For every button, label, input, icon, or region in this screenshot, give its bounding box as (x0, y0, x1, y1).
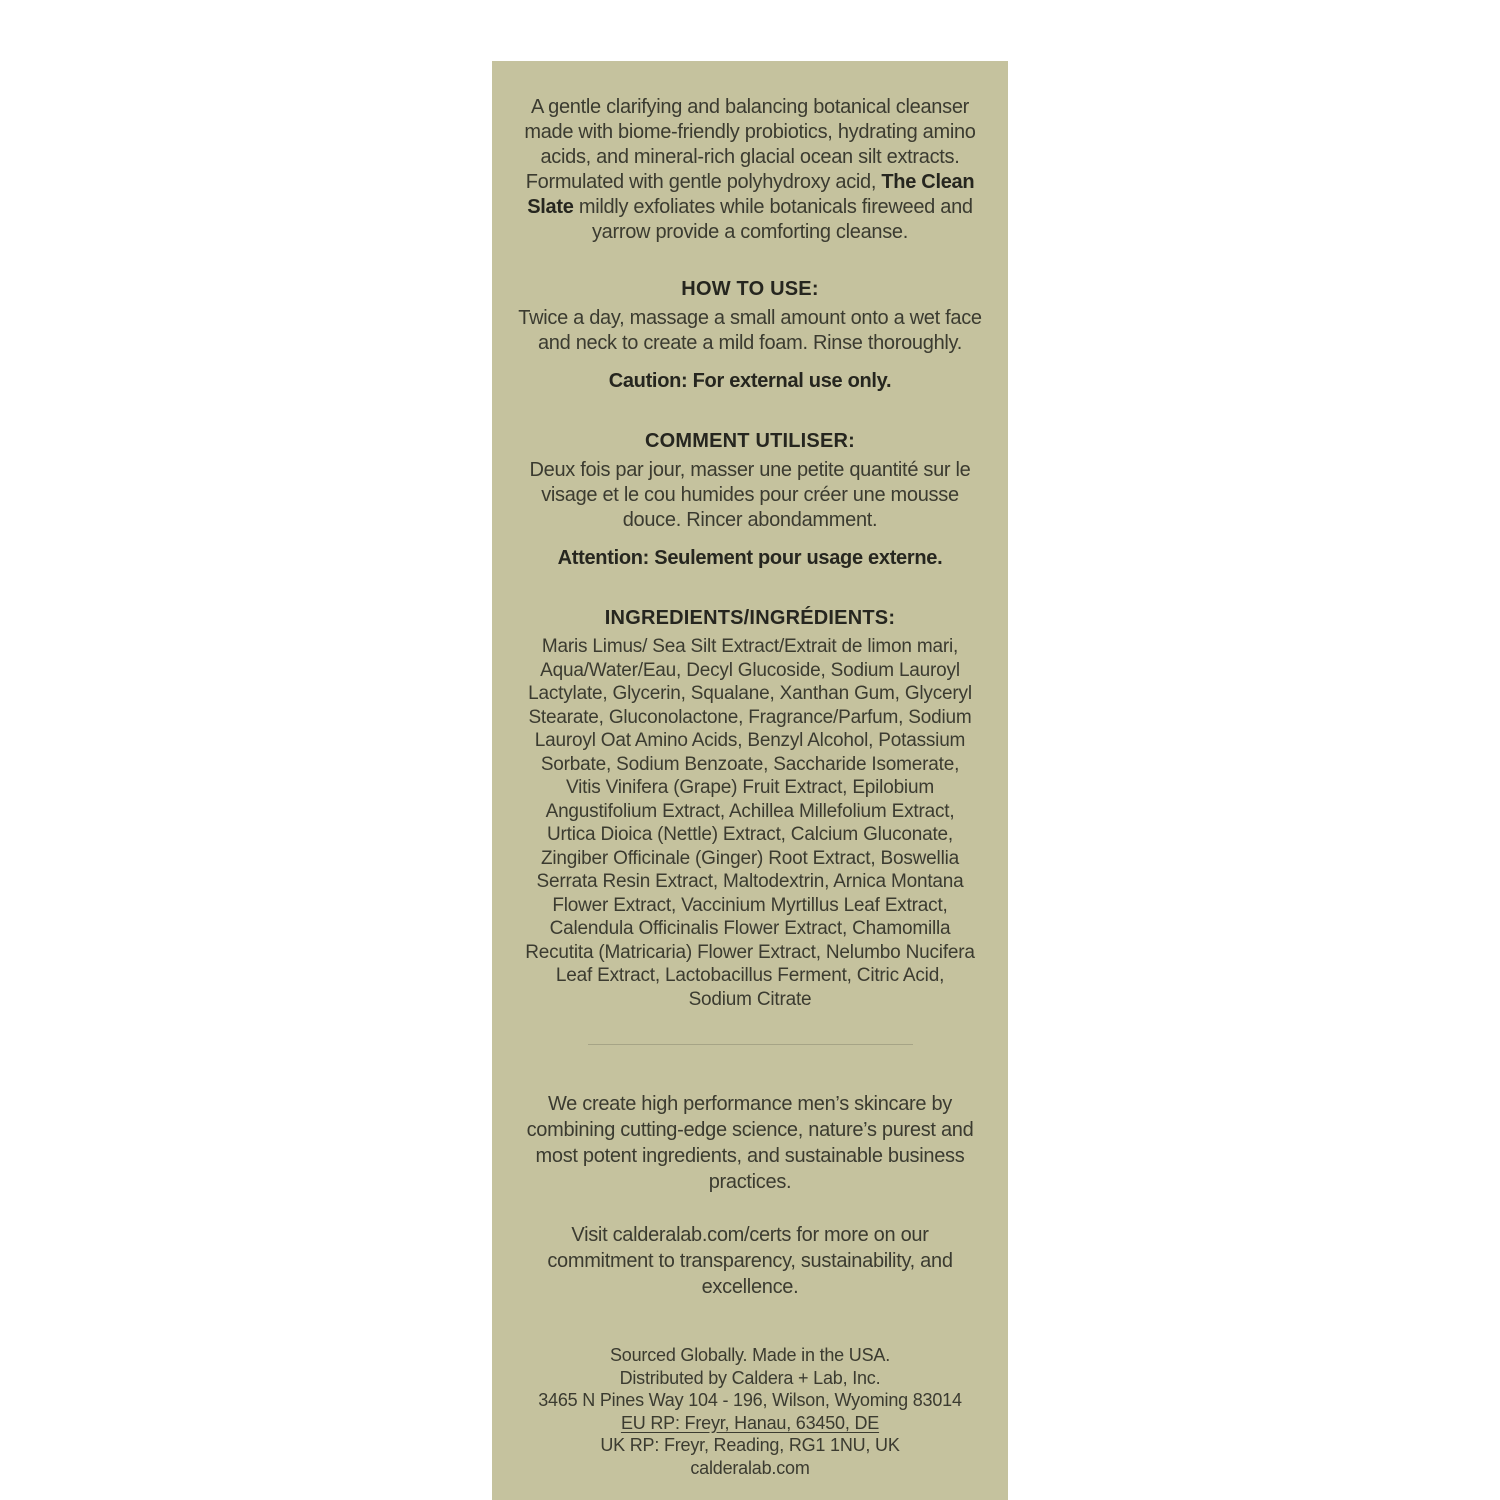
comment-utiliser-caution: Attention: Seulement pour usage externe. (557, 547, 943, 569)
divider-line (588, 1044, 913, 1045)
product-name: The Clean Slate (527, 171, 975, 218)
comment-utiliser-heading: COMMENT UTILISER: (644, 430, 856, 452)
how-to-use-instructions: Twice a day, massage a small amount onto a wet face and neck to create a mild foam. Rinse thoroughly. (518, 307, 982, 354)
footer-line-sourced: Sourced Globally. Made in the USA. (609, 1345, 890, 1365)
how-to-use-section (513, 277, 987, 393)
product-description-text-1: A gentle clarifying and balancing botanical cleanser made with biome-friendly probiotics, hydrating amino acids, and mineral-rich glacial ocean silt extracts. Formulated with gentle polyhydroxy acid, (524, 96, 976, 193)
footer-line-website: calderalab.com (690, 1457, 810, 1478)
certifications-note: Visit calderalab.com/certs for more on our commitment to transparency, sustainability, and excellence. (547, 1224, 953, 1298)
footer-line-address: 3465 N Pines Way 104 - 196, Wilson, Wyoming 83014 (538, 1390, 962, 1410)
product-description-text-2: mildly exfoliates while botanicals fireweed and yarrow provide a comforting cleanse. (573, 196, 973, 243)
how-to-use-heading: HOW TO USE: (681, 278, 819, 300)
footer-line-distributor: Distributed by Caldera + Lab, Inc. (619, 1367, 881, 1388)
comment-utiliser-section (513, 429, 987, 570)
ingredients-section (513, 606, 987, 1011)
footer-line-eu-rp: EU RP: Freyr, Hanau, 63450, DE (620, 1412, 880, 1433)
product-description (514, 95, 986, 245)
distribution-info (513, 1344, 987, 1479)
footer-line-uk-rp: UK RP: Freyr, Reading, RG1 1NU, UK (600, 1435, 900, 1455)
brand-mission-statement: We create high performance men’s skincare by combining cutting-edge science, nature’s purest and most potent ingredients, and sustainable business practices. (526, 1093, 974, 1193)
comment-utiliser-instructions: Deux fois par jour, masser une petite quantité sur le visage et le cou humides pour créer une mousse douce. Rincer abondamment. (529, 459, 971, 531)
ingredients-list: Maris Limus/ Sea Silt Extract/Extrait de limon mari, Aqua/Water/Eau, Decyl Glucoside, Sodium Lauroyl Lactylate, Glycerin, Squalane, Xanthan Gum, Glyceryl Stearate, Gluconolactone, Fragrance/Parfum, Sodium Lauroyl Oat Amino Acids, Benzyl Alcohol, Potassium Sorbate, Sodium Benzoate, Saccharide Isomerate, Vitis Vinifera (Grape) Fruit Extract, Epilobium Angustifolium Extract, Achillea Millefolium Extract, Urtica Dioica (Nettle) Extract, Calcium Gluconate, Zingiber Officinale (Ginger) Root Extract, Boswellia Serrata Resin Extract, Maltodextrin, Arnica Montana Flower Extract, Vaccinium Myrtillus Leaf Extract, Calendula Officinalis Flower Extract, Chamomilla Recutita (Matricaria) Flower Extract, Nelumbo Nucifera Leaf Extract, Lactobacillus Ferment, Citric Acid, Sodium Citrate (525, 636, 975, 1010)
how-to-use-caution: Caution: For external use only. (608, 370, 892, 392)
ingredients-heading: INGREDIENTS/INGRÉDIENTS: (604, 607, 896, 629)
product-label-back-panel (492, 61, 1008, 1500)
